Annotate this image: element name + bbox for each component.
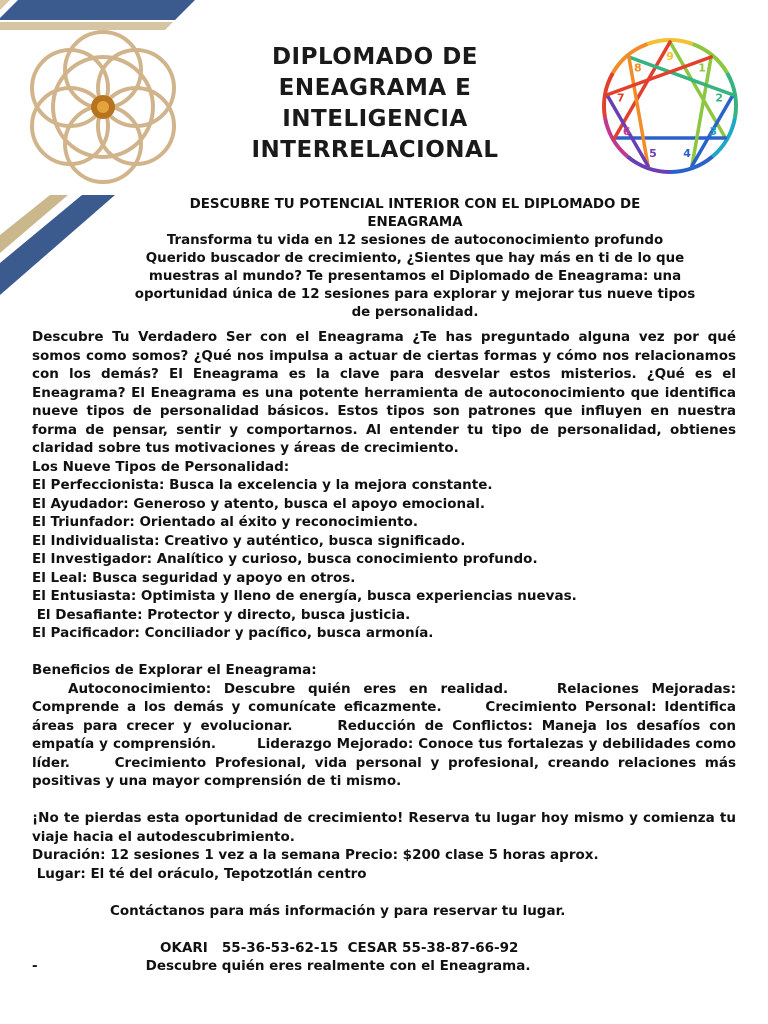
type-item-8: El Desafiante: Protector y directo, busca justicia. [32,606,411,623]
title-line-3: INTELIGENCIA [282,106,468,132]
enneagram-number-7: 7 [616,91,625,105]
type-item-6: El Leal: Busca seguridad y apoyo en otros. [32,569,356,586]
page-title [225,42,525,166]
benefit-6: Crecimiento Profesional, vida personal y profesional, creando relaciones más positivas y una mayor comprensión de ti mismo. [32,754,737,789]
intro-line-4: oportunidad única de 12 sesiones para explorar y mejorar tus nueve tipos [134,287,696,302]
footer-dash: - [32,958,38,974]
enneagram-number-3: 3 [709,125,718,138]
enneagram-number-1: 1 [698,61,706,75]
title-line-1: DIPLOMADO DE [271,44,479,70]
enneagram-number-9: 9 [666,50,674,63]
benefit-2: Relaciones Mejoradas: Comprende a los demás y comunícate eficazmente. [32,680,736,715]
benefit-3: Crecimiento Personal: Identifica áreas para crecer y evolucionar. [32,699,737,734]
about-paragraph: Descubre Tu Verdadero Ser con el Eneagrama ¿Te has preguntado alguna vez por qué somos como somos? ¿Qué nos impulsa a actuar de ciertas formas y cómo nos relacionamos con los demás? El Eneagrama es la clave para desvelar estos misterios. ¿Qué es el Eneagrama? El Eneagrama es una potente herramienta de autoconocimiento que identifica nueve tipos de personalidad básicos. Estos tipos son patrones que influyen en nuestra forma de pensar, sentir y comportarnos. Al entender tu tipo de personalidad, obtienes claridad sobre tus motivaciones y áreas de crecimiento. [32,329,736,456]
enneagram-number-8: 8 [634,61,642,75]
intro-heading-line-2: ENEAGRAMA [367,215,463,230]
intro-line-1: Transforma tu vida en 12 sesiones de autoconocimiento profundo [166,233,664,248]
footer-tagline: Descubre quién eres realmente con el Eneagrama. [145,958,531,974]
enneagram-symbol [583,22,758,187]
enneagram-number-2: 2 [715,91,724,105]
enneagram-number-6: 6 [622,125,631,138]
call-to-action: ¡No te pierdas esta oportunidad de crecimiento! Reserva tu lugar hoy mismo y comienza tu viaje hacia el autodescubrimiento. [32,810,736,845]
intro-block [130,196,700,322]
benefit-5: Liderazgo Mejorado: Conoce tus fortalezas y debilidades como líder. [32,736,736,771]
main-body [32,328,736,976]
footer-line [32,957,736,976]
phone-numbers: OKARI 55-36-53-62-15 CESAR 55-38-87-66-92 [160,939,519,956]
type-item-7: El Entusiasta: Optimista y lleno de energía, busca experiencias nuevas. [32,588,577,604]
type-item-5: El Investigador: Analítico y curioso, busca conocimiento profundo. [32,551,538,567]
benefits-heading: Beneficios de Explorar el Eneagrama: [32,662,317,678]
duration-price: Duración: 12 sesiones 1 vez a la semana Precio: $200 clase 5 horas aprox. [32,847,599,863]
enneagram-number-5: 5 [649,146,657,160]
side-left-stripes [0,195,120,305]
type-item-9: El Pacificador: Conciliador y pacífico, busca armonía. [32,625,434,641]
type-item-1: El Perfeccionista: Busca la excelencia y la mejora constante. [32,477,493,493]
intro-line-2: Querido buscador de crecimiento, ¿Sientes que hay más en ti de lo que [145,251,685,266]
intro-line-5: de personalidad. [351,305,479,320]
location: Lugar: El té del oráculo, Tepotzotlán centro [32,865,367,882]
contact-line: Contáctanos para más información y para reservar tu lugar. [110,902,566,919]
title-line-2: ENEAGRAMA E [278,75,472,101]
type-item-3: El Triunfador: Orientado al éxito y reconocimiento. [32,514,418,530]
enneagram-number-4: 4 [683,146,691,160]
type-item-4: El Individualista: Creativo y auténtico, busca significado. [32,532,466,549]
type-item-2: El Ayudador: Generoso y atento, busca el apoyo emocional. [32,495,486,512]
intro-heading-line-1: DESCUBRE TU POTENCIAL INTERIOR CON EL DIPLOMADO DE [189,197,641,212]
seed-of-life-logo [8,22,198,192]
types-heading: Los Nueve Tipos de Personalidad: [32,458,290,475]
benefit-4: Reducción de Conflictos: Maneja los desafíos con empatía y comprensión. [32,717,736,752]
title-line-4: INTERRELACIONAL [251,137,499,163]
benefit-1: Autoconocimiento: Descubre quién eres en realidad. [68,680,509,697]
benefits-paragraph [32,680,736,791]
intro-line-3: muestras al mundo? Te presentamos el Diplomado de Eneagrama: una [148,269,682,284]
